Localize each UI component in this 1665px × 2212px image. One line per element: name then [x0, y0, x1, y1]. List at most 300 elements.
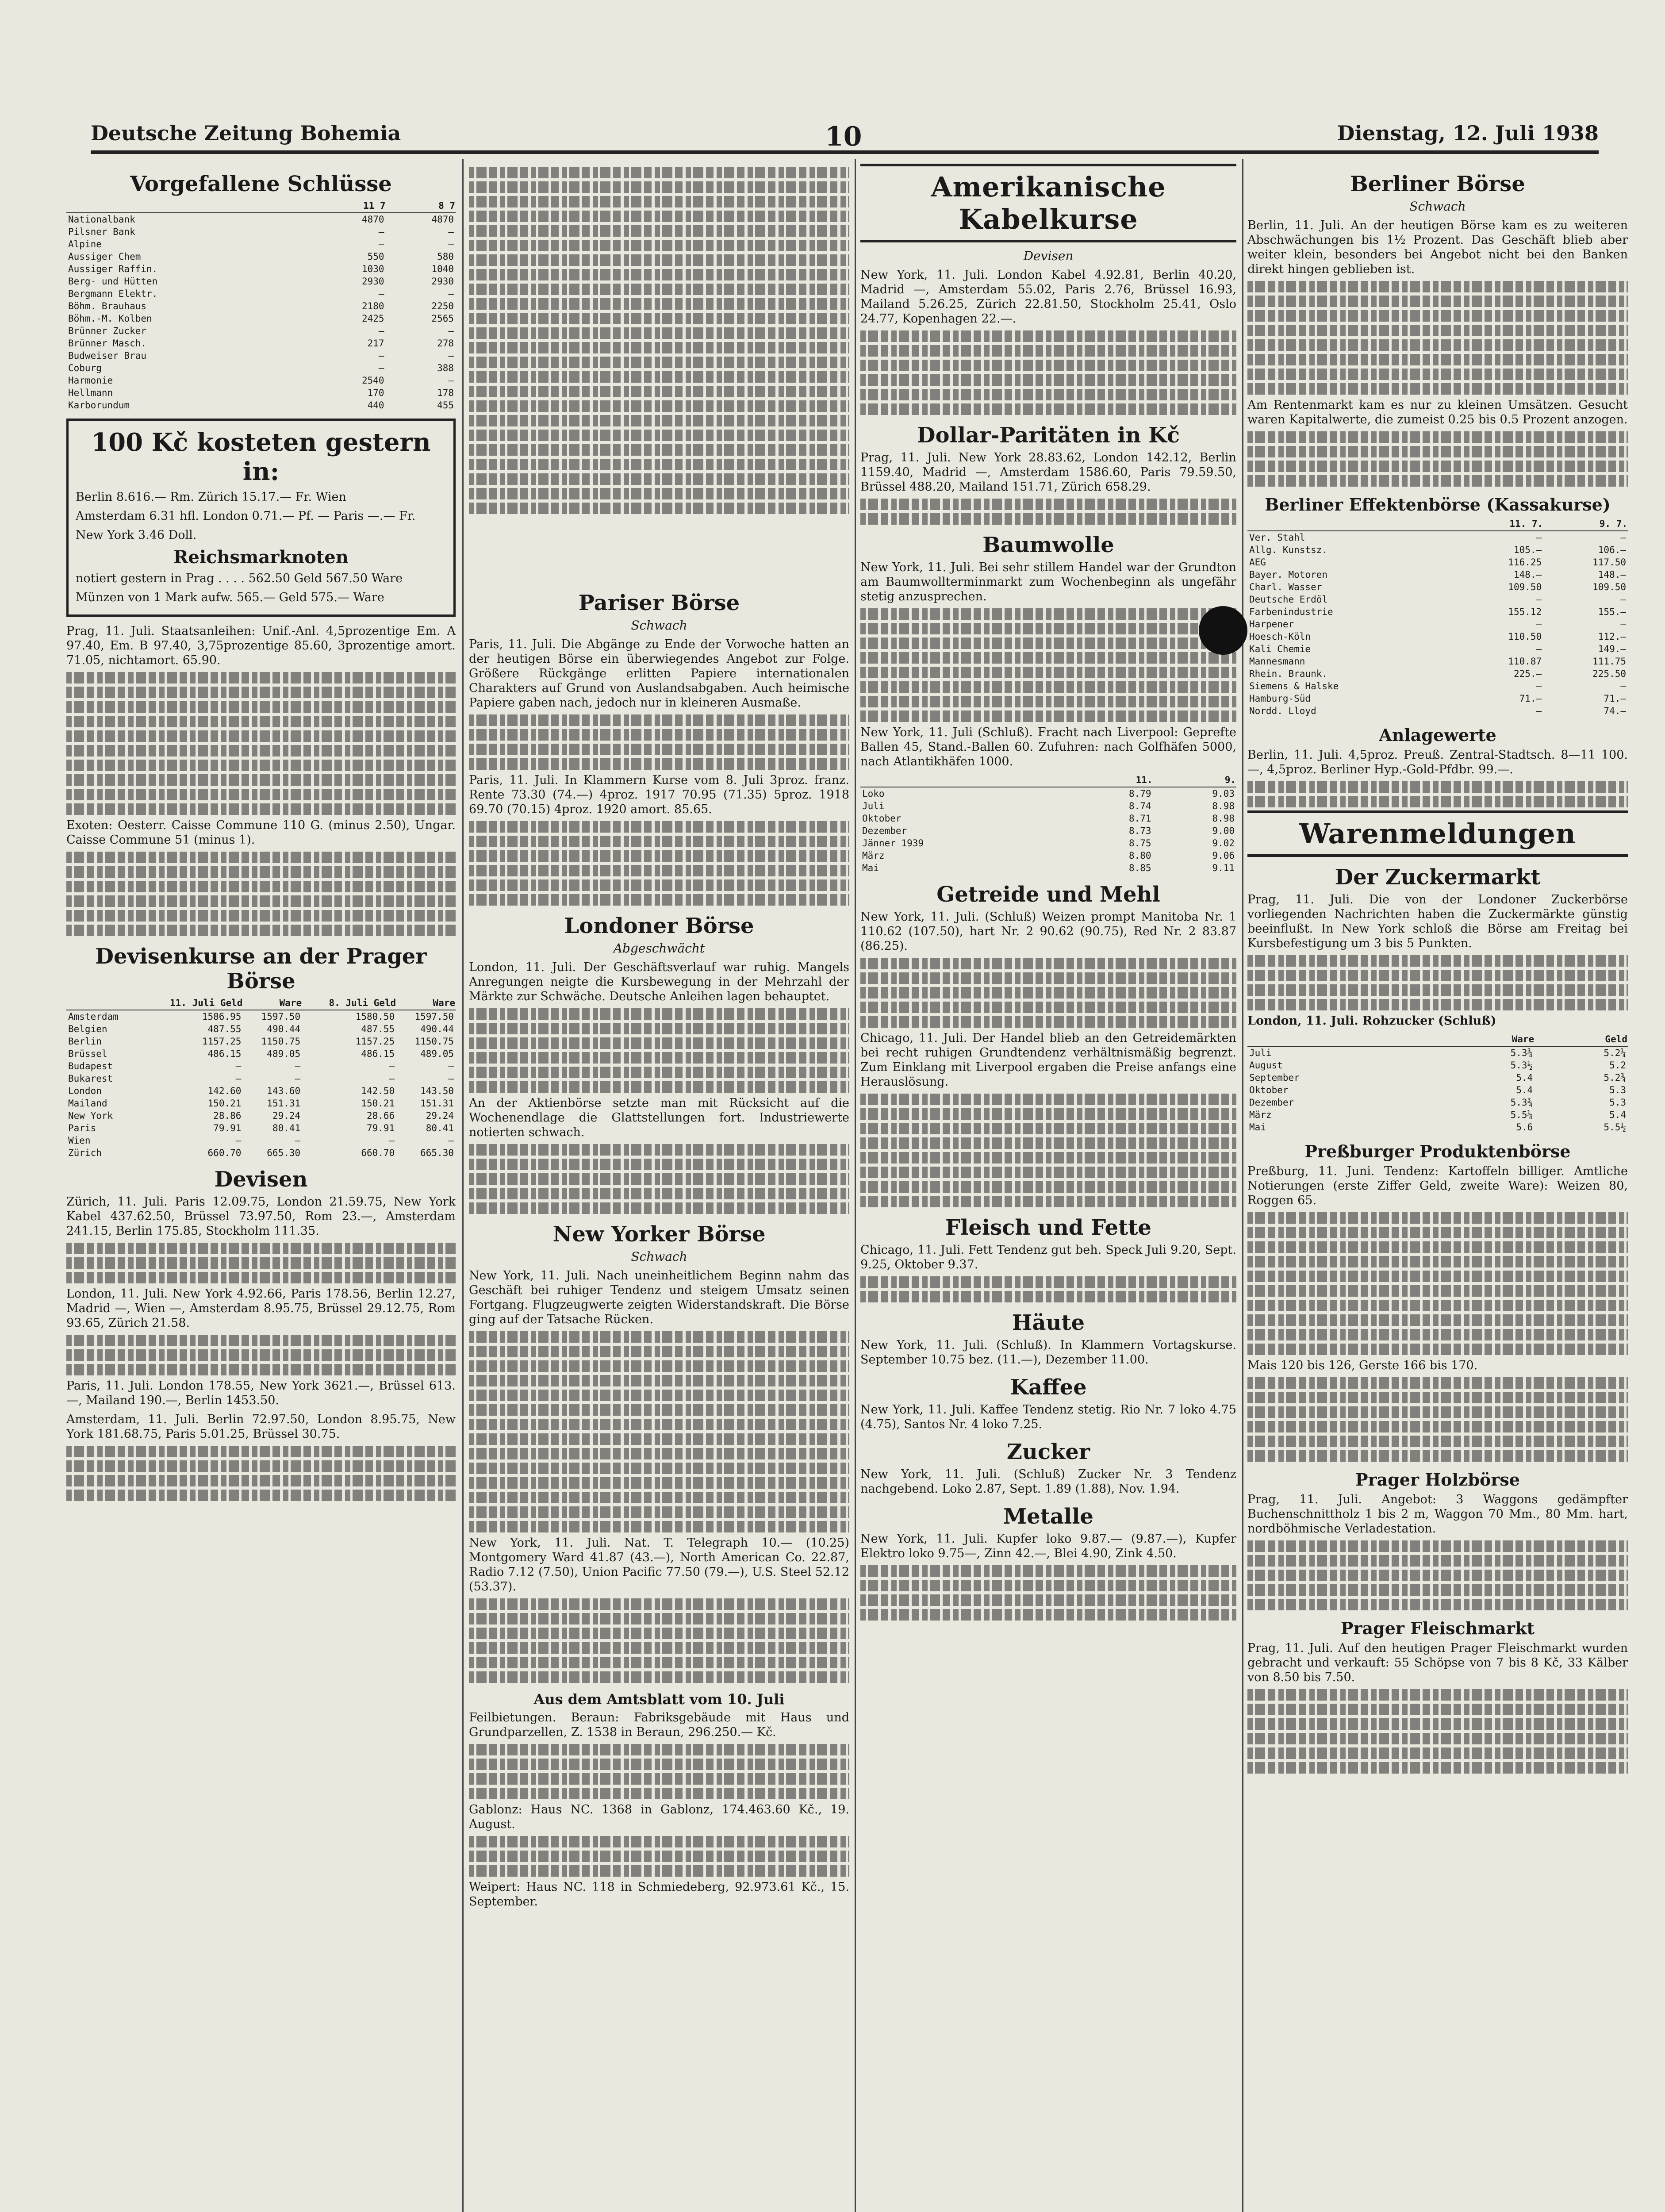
currency-row [66, 1097, 456, 1110]
cell-value: 111.75 [1592, 656, 1626, 667]
cell-value: 150.21 [361, 1098, 395, 1109]
stock-row [66, 399, 456, 411]
row-label: März [1249, 1110, 1272, 1120]
row-label: Harpener [1249, 619, 1294, 630]
cell-value: — [448, 350, 454, 361]
currency-row [66, 1085, 456, 1097]
cell-value: 8.73 [1128, 826, 1151, 836]
cell-value: 9.03 [1212, 788, 1235, 799]
cell-value: 80.41 [272, 1123, 301, 1133]
article-paragraph: Am Rentenmarkt kam es nur zu kleinen Umsätzen. Gesucht waren Kapitalwerte, die zumeist 0.25 bis 0.5 Prozent anzogen. [1247, 398, 1628, 426]
cell-value: — [1620, 681, 1626, 691]
cell-value: 665.30 [267, 1148, 301, 1158]
cell-value: 8.98 [1212, 813, 1235, 824]
row-label: Rhein. Braunk. [1249, 668, 1328, 679]
kc-box-title: 100 Kč kosteten gestern in: [91, 428, 431, 486]
cell-value: 5.5¼ [1510, 1110, 1533, 1120]
london-section [469, 914, 849, 1214]
row-label: London [68, 1086, 102, 1096]
cell-value: 110.50 [1508, 631, 1542, 642]
cotton-row [860, 787, 1236, 800]
cell-value: 490.44 [420, 1024, 454, 1034]
waren-banner [1247, 810, 1628, 857]
security-row [1247, 655, 1628, 668]
kabel-banner [860, 164, 1236, 242]
cell-value: — [1536, 619, 1542, 630]
cell-value: 143.50 [420, 1086, 454, 1096]
cell-value: 2565 [431, 313, 454, 324]
row-label: Oktober [862, 813, 902, 824]
haute-section [860, 1310, 1236, 1367]
cell-value: 278 [437, 338, 454, 349]
cell-value: 2540 [361, 375, 384, 386]
currency-row [66, 1122, 456, 1134]
row-label: Deutsche Erdöl [1249, 594, 1328, 605]
security-row [1247, 680, 1628, 692]
cell-value: — [295, 1135, 301, 1146]
cell-value: 117.50 [1592, 557, 1626, 568]
cell-value: — [378, 239, 384, 250]
stock-row [66, 349, 456, 362]
article-paragraph: Prag, 11. Juli. Staatsanleihen: Unif.-Anl. 4,5prozentige Em. A 97.40, Em. B 97.40, 3,75prozentige 85.60, 3prozentige amort. 71.05, nichtamort. 65.90. [66, 624, 456, 667]
article-paragraph: Prag, 11. Juli. Die von der Londoner Zuckerbörse vorliegenden Nachrichten haben die Zuckermärkte günstig beeinflußt. In New York schloß die Börse am Freitag bei Kursbefestigung um 3 bis 5 Punkten. [1247, 893, 1628, 950]
row-label: Karborundum [68, 400, 130, 411]
row-label: Siemens & Halske [1249, 681, 1339, 691]
paris-section [469, 591, 849, 906]
cell-value: 660.70 [207, 1148, 242, 1158]
sugar-row [1247, 1109, 1628, 1121]
row-label: Bukarest [68, 1073, 113, 1084]
cell-value: 148.— [1598, 569, 1626, 580]
cell-value: 1586.95 [202, 1011, 242, 1022]
column-rule [462, 159, 464, 2212]
row-label: Mailand [68, 1098, 107, 1109]
cell-value: 151.31 [420, 1098, 454, 1109]
cell-value: 225.— [1513, 668, 1542, 679]
kc-box-line: Amsterdam 6.31 hfl. London 0.71.— Pf. — Paris —.— Fr. [76, 509, 416, 523]
cell-value: 2425 [361, 313, 384, 324]
column-rule [1242, 159, 1243, 2212]
cell-value: 28.66 [366, 1110, 395, 1121]
article-paragraph: Chicago, 11. Juli. Fett Tendenz gut beh. Speck Juli 9.20, Sept. 9.25, Oktober 9.37. [860, 1243, 1236, 1271]
cell-value: 148.— [1513, 569, 1542, 580]
article-paragraph: Paris, 11. Juli. In Klammern Kurse vom 8. Juli 3proz. franz. Rente 73.30 (74.—) 4proz. 1917 70.95 (71.35) 5proz. 1918 69.70 (70.15) 4proz. 1920 amort. 85.65. [469, 773, 849, 816]
berlin-section [1247, 172, 1628, 487]
prag-section [66, 624, 456, 936]
row-label: Mai [1249, 1122, 1266, 1133]
dollar-section [860, 423, 1236, 525]
cotton-row [860, 812, 1236, 825]
cell-value: 79.91 [366, 1123, 395, 1133]
cell-value: 151.31 [267, 1098, 301, 1109]
row-label: Berlin [68, 1036, 102, 1047]
table-header: 9. 7. [1543, 517, 1628, 531]
article-paragraph: Prag, 11. Juli. Auf den heutigen Prager Fleischmarkt wurden gebracht und verkauft: 55 Schöpse von 7 bis 8 Kč, 33 Kälber von 8.50 bis 7.50. [1247, 1641, 1628, 1684]
row-label: Nationalbank [68, 214, 135, 225]
article-paragraph: Gablonz: Haus NC. 1368 in Gablonz, 174.463.60 Kč., 19. August. [469, 1803, 849, 1831]
sugar-row [1247, 1071, 1628, 1084]
row-label: Juli [1249, 1048, 1272, 1058]
article-paragraph: London, 11. Juli. Der Geschäftsverlauf war ruhig. Mangels Anregungen neigte die Kursbewegung in der Mehrzahl der Märkte zur Schwäche. Deutsche Anleihen lagen behauptet. [469, 960, 849, 1003]
newyork-section [469, 1222, 849, 1683]
cell-value: 5.3¾ [1510, 1097, 1533, 1108]
cell-value: — [1536, 532, 1542, 543]
row-label: Bayer. Motoren [1249, 569, 1328, 580]
article-paragraph: New York, 11. Juli. Nach uneinheitlichem Beginn nahm das Geschäft bei ruhiger Tendenz und steigem Umsatz seinen Fortgang. Flugzeugwerte zeigten Widerstandskraft. Die Börse ging auf der Tatsache Rücken. [469, 1269, 849, 1326]
article-paragraph: New York, 11. Juli. (Schluß) Weizen prompt Manitoba Nr. 1 110.62 (107.50), hart Nr. 2 90.62 (90.75), Red Nr. 2 83.87 (86.25). [860, 910, 1236, 953]
row-label: Mai [862, 863, 879, 873]
cell-value: 5.3½ [1510, 1060, 1533, 1071]
article-paragraph: New York, 11. Juli. (Schluß) Zucker Nr. 3 Tendenz nachgebend. Loko 2.87, Sept. 1.89 (1.88), Nov. 1.94. [860, 1467, 1236, 1496]
row-label: Mannesmann [1249, 656, 1305, 667]
cell-value: 5.3 [1609, 1097, 1626, 1108]
row-label: März [862, 850, 885, 861]
cell-value: 455 [437, 400, 454, 411]
table-header: 11. [1070, 773, 1153, 787]
article-paragraph: New York, 11. Juli. Bei sehr stillem Handel war der Grundton am Baumwollterminmarkt zum Wochenbeginn als ungefähr stetig anzusprechen. [860, 561, 1236, 603]
cell-value: 487.55 [361, 1024, 395, 1034]
cell-value: 142.60 [207, 1086, 242, 1096]
cell-value: — [295, 1061, 301, 1071]
security-row [1247, 692, 1628, 705]
row-label: Charl. Wasser [1249, 582, 1322, 592]
row-label: Oktober [1249, 1085, 1289, 1095]
haute-heading: Häute [1012, 1310, 1085, 1335]
stock-date: 11 7 [316, 199, 386, 213]
cell-value: 5.2 [1609, 1060, 1626, 1071]
table-header: Ware [1441, 1033, 1535, 1046]
table-header: 11. Juli Geld [141, 996, 243, 1010]
berlin-heading: Berliner Börse [1350, 172, 1525, 196]
cell-value: 5.3¾ [1510, 1048, 1533, 1058]
cell-value: 79.91 [213, 1123, 242, 1133]
cell-value: — [389, 1061, 395, 1071]
cotton-row [860, 837, 1236, 849]
cell-value: 170 [367, 388, 384, 398]
cell-value: 149.— [1598, 644, 1626, 654]
amtsblatt-heading: Aus dem Amtsblatt vom 10. Juli [533, 1691, 785, 1708]
row-label: New York [68, 1110, 113, 1121]
table-header: Ware [243, 996, 302, 1010]
row-label: September [1249, 1072, 1300, 1083]
anlage-section [1247, 725, 1628, 807]
stock-row [66, 213, 456, 226]
article-paragraph: Paris, 11. Juli. Die Abgänge zu Ende der Vorwoche hatten an der heutigen Börse ein überwiegendes Angebot zur Folge. Größere Rückgänge erlitten Papiere internationalen Charakters auf Grund von Auslandsabgaben. Auch heimische Papiere gaben nach, jedoch nur in kleineren Ausmaße. [469, 637, 849, 710]
cell-value: 550 [367, 251, 384, 262]
getreide-section [860, 882, 1236, 1207]
dollar-heading: Dollar-Paritäten in Kč [917, 423, 1180, 448]
cotton-row [860, 862, 1236, 874]
row-label: Dezember [1249, 1097, 1294, 1108]
metalle-section [860, 1504, 1236, 1621]
column-2 [469, 164, 849, 2212]
sugar-row [1247, 1046, 1628, 1059]
cell-value: 1580.50 [355, 1011, 395, 1022]
cell-value: 8.98 [1212, 801, 1235, 811]
row-label: Juli [862, 801, 885, 811]
row-label: Paris [68, 1123, 96, 1133]
article-paragraph: Prag, 11. Juli. New York 28.83.62, London 142.12, Berlin 1159.40, Madrid —, Amsterdam 1586.60, Paris 79.59.50, Brüssel 488.20, Mailand 151.71, Zürich 658.29. [860, 451, 1236, 494]
row-label: Dezember [862, 826, 907, 836]
kc-box-line: New York 3.46 Doll. [76, 528, 197, 542]
effekten-heading: Berliner Effektenbörse (Kassakurse) [1265, 495, 1611, 515]
cotton-row [860, 849, 1236, 862]
cell-value: 5.5½ [1604, 1122, 1626, 1133]
cell-value: 8.74 [1128, 801, 1151, 811]
cell-value: 5.4 [1516, 1085, 1533, 1095]
effekten-section [1247, 495, 1628, 717]
kc-box [66, 419, 456, 617]
cell-value: 660.70 [361, 1148, 395, 1158]
cell-value: 9.06 [1212, 850, 1235, 861]
baumwolle-section [860, 533, 1236, 874]
table-header [66, 996, 141, 1010]
cell-value: 105.— [1513, 545, 1542, 555]
stock-row [66, 263, 456, 275]
cell-value: 155.12 [1508, 607, 1542, 617]
cell-value: 5.2¼ [1604, 1048, 1626, 1058]
row-label: Wien [68, 1135, 91, 1146]
column-rule [855, 159, 856, 2212]
cotton-table [860, 773, 1236, 874]
metalle-heading: Metalle [1003, 1504, 1093, 1529]
article-paragraph: Paris, 11. Juli. London 178.55, New York 3621.—, Brüssel 613.—, Mailand 190.—, Berlin 1453.50. [66, 1379, 456, 1407]
london-subtitle: Abgeschwächt [613, 941, 705, 956]
row-label: Alpine [68, 239, 102, 250]
cell-value: 109.50 [1508, 582, 1542, 592]
kc-box-line: Berlin 8.616.— Rm. Zürich 15.17.— Fr. Wien [76, 490, 346, 504]
stock-row [66, 387, 456, 399]
fleischmarkt-section [1247, 1618, 1628, 1774]
devisen2-section [66, 1167, 456, 1501]
cell-value: — [1536, 644, 1542, 654]
cell-value: 71.— [1604, 693, 1626, 704]
stocks-heading: Vorgefallene Schlüsse [130, 172, 392, 196]
cell-value: — [448, 1135, 454, 1146]
cell-value: 487.55 [207, 1024, 242, 1034]
row-label: Aussiger Chem [68, 251, 141, 262]
cell-value: 1030 [361, 264, 384, 274]
cell-value: 388 [437, 363, 454, 373]
cell-value: 8.85 [1128, 863, 1151, 873]
cell-value: 2250 [431, 301, 454, 311]
sugar-table-title: London, 11. Juli. Rohzucker (Schluß) [1247, 1014, 1496, 1028]
row-label: Budweiser Brau [68, 350, 147, 361]
row-label: Pilsner Bank [68, 227, 135, 237]
security-row [1247, 630, 1628, 643]
currency-row [66, 1110, 456, 1122]
cell-value: 110.87 [1508, 656, 1542, 667]
zuckermarkt-heading: Der Zuckermarkt [1335, 865, 1541, 890]
cell-value: 489.05 [267, 1048, 301, 1059]
waren-heading: Warenmeldungen [1299, 818, 1576, 850]
cell-value: 1597.50 [261, 1011, 301, 1022]
cell-value: 217 [367, 338, 384, 349]
cell-value: 225.50 [1592, 668, 1626, 679]
stock-row [66, 325, 456, 337]
cell-value: 1597.50 [414, 1011, 454, 1022]
effekten-table [1247, 517, 1628, 717]
row-label: Hellmann [68, 388, 113, 398]
article-paragraph: Prag, 11. Juli. Angebot: 3 Waggons gedämpfter Buchenschnittholz 1 bis 2 m, Waggon 70 Mm., 80 Mm. hart, nordböhmische Verladestation. [1247, 1493, 1628, 1536]
table-header: 11. 7. [1459, 517, 1543, 531]
cell-value: — [295, 1073, 301, 1084]
cell-value: — [378, 288, 384, 299]
pressburg-heading: Preßburger Produktenbörse [1304, 1141, 1571, 1161]
security-row [1247, 668, 1628, 680]
cell-value: 5.3 [1609, 1085, 1626, 1095]
cell-value: 155.— [1598, 607, 1626, 617]
stock-date: 8 7 [386, 199, 456, 213]
cell-value: 29.24 [426, 1110, 454, 1121]
stock-row [66, 362, 456, 374]
paris-heading: Pariser Börse [578, 591, 740, 615]
sugar-row [1247, 1084, 1628, 1096]
row-label: Farbenindustrie [1249, 607, 1333, 617]
devisen-table [66, 996, 456, 1159]
row-label: Loko [862, 788, 885, 799]
cell-value: 9.00 [1212, 826, 1235, 836]
fleisch-heading: Fleisch und Fette [945, 1215, 1151, 1240]
security-row [1247, 568, 1628, 581]
cell-value: — [1536, 594, 1542, 605]
pressburg-section [1247, 1141, 1628, 1462]
kabel-subtitle: Devisen [1023, 249, 1074, 263]
cell-value: 9.11 [1212, 863, 1235, 873]
cell-value: 178 [437, 388, 454, 398]
row-label: Zürich [68, 1148, 102, 1158]
cell-value: 5.4 [1609, 1110, 1626, 1120]
currency-row [66, 1072, 456, 1085]
reichsmark-line: Münzen von 1 Mark aufw. 565.— Geld 575.— Ware [76, 591, 384, 604]
security-row [1247, 618, 1628, 630]
cell-value: 80.41 [426, 1123, 454, 1133]
cell-value: 116.25 [1508, 557, 1542, 568]
security-row [1247, 581, 1628, 593]
article-paragraph: New York, 11. Juli. Kupfer loko 9.87.— (9.87.—), Kupfer Elektro loko 9.75—, Zinn 42.—, Blei 4.90, Zink 4.50. [860, 1532, 1236, 1560]
currency-row [66, 1147, 456, 1159]
currency-row [66, 1134, 456, 1147]
row-label: Amsterdam [68, 1011, 119, 1022]
cell-value: 8.71 [1128, 813, 1151, 824]
cell-value: 580 [437, 251, 454, 262]
paris-subtitle: Schwach [631, 618, 687, 633]
security-row [1247, 556, 1628, 568]
cell-value: 1040 [431, 264, 454, 274]
page-number: 10 [825, 121, 862, 152]
cell-value: — [389, 1135, 395, 1146]
cell-value: — [1620, 594, 1626, 605]
row-label: August [1249, 1060, 1283, 1071]
row-label: Berg- und Hütten [68, 276, 158, 287]
amtsblatt-section [469, 1691, 849, 1909]
cell-value: 4870 [431, 214, 454, 225]
london-heading: Londoner Börse [564, 914, 754, 938]
zucker-heading: Zucker [1006, 1440, 1090, 1464]
table-header: Geld [1535, 1033, 1628, 1046]
table-header [1247, 517, 1459, 531]
cell-value: 5.2¾ [1604, 1072, 1626, 1083]
zuckermarkt-section [1247, 865, 1628, 1133]
row-label: Brüssel [68, 1048, 107, 1059]
cell-value: — [378, 326, 384, 336]
row-label: Kali Chemie [1249, 644, 1311, 654]
cell-value: 142.50 [361, 1086, 395, 1096]
anlage-heading: Anlagewerte [1379, 725, 1496, 745]
table-header: Ware [396, 996, 456, 1010]
cell-value: 2930 [361, 276, 384, 287]
sugar-row [1247, 1121, 1628, 1133]
currency-row [66, 1048, 456, 1060]
devisen-section [66, 944, 456, 1159]
cell-value: — [448, 1061, 454, 1071]
cell-value: 440 [367, 400, 384, 411]
cell-value: — [448, 288, 454, 299]
cell-value: — [235, 1135, 242, 1146]
reichsmark-heading: Reichsmarknoten [173, 547, 349, 568]
security-row [1247, 593, 1628, 606]
article-paragraph: An der Aktienbörse setzte man mit Rücksicht auf die Wochenendlage die Glattstellungen fort. Industriewerte notierten schwach. [469, 1096, 849, 1139]
holz-heading: Prager Holzbörse [1355, 1470, 1520, 1490]
stock-row [66, 288, 456, 300]
currency-row [66, 1060, 456, 1072]
row-label: Brünner Zucker [68, 326, 147, 336]
row-label: Belgien [68, 1024, 107, 1034]
article-paragraph: New York, 11. Juli (Schluß). Fracht nach Liverpool: Geprefte Ballen 45, Stand.-Ballen 60. Zufuhren: nach Golfhäfen 5000, nach Atlantikhäfen 1000. [860, 726, 1236, 768]
cell-value: 4870 [361, 214, 384, 225]
cell-value: — [378, 363, 384, 373]
row-label: Böhm. Brauhaus [68, 301, 147, 311]
cell-value: 5.4 [1516, 1072, 1533, 1083]
column-3 [860, 164, 1236, 2212]
stock-row [66, 226, 456, 238]
cell-value: 150.21 [207, 1098, 242, 1109]
page-header [91, 119, 1599, 154]
cell-value: — [378, 227, 384, 237]
devisen2-heading: Devisen [214, 1167, 308, 1192]
cell-value: 109.50 [1592, 582, 1626, 592]
cell-value: 8.80 [1128, 850, 1151, 861]
cell-value: 9.02 [1212, 838, 1235, 849]
row-label: Brünner Masch. [68, 338, 147, 349]
stock-row [66, 250, 456, 263]
row-label: Bergmann Elektr. [68, 288, 158, 299]
cell-value: — [1536, 681, 1542, 691]
column-1 [66, 164, 456, 2212]
kaffee-section [860, 1375, 1236, 1432]
cell-value: 1150.75 [414, 1036, 454, 1047]
stock-row [66, 275, 456, 288]
kabel-heading: Amerikanische Kabelkurse [931, 171, 1166, 235]
fleisch-section [860, 1215, 1236, 1302]
row-label: Böhm.-M. Kolben [68, 313, 152, 324]
row-label: Hamburg-Süd [1249, 693, 1311, 704]
cell-value: — [448, 239, 454, 250]
cell-value: — [448, 375, 454, 386]
kaffee-heading: Kaffee [1010, 1375, 1087, 1400]
article-paragraph: Weipert: Haus NC. 118 in Schmiedeberg, 92.973.61 Kč., 15. September. [469, 1880, 849, 1909]
cell-value: 8.79 [1128, 788, 1151, 799]
cell-value: — [448, 1073, 454, 1084]
cell-value: — [1536, 706, 1542, 716]
newyork-heading: New Yorker Börse [552, 1222, 766, 1247]
stock-row [66, 300, 456, 312]
article-paragraph: Berlin, 11. Juli. 4,5proz. Preuß. Zentral-Stadtsch. 8—11 100.—, 4,5proz. Berliner Hyp.-Gold-Pfdbr. 99.—. [1247, 748, 1628, 776]
table-header [860, 773, 1070, 787]
stock-row [66, 337, 456, 349]
security-row [1247, 643, 1628, 655]
cell-value: 490.44 [267, 1024, 301, 1034]
